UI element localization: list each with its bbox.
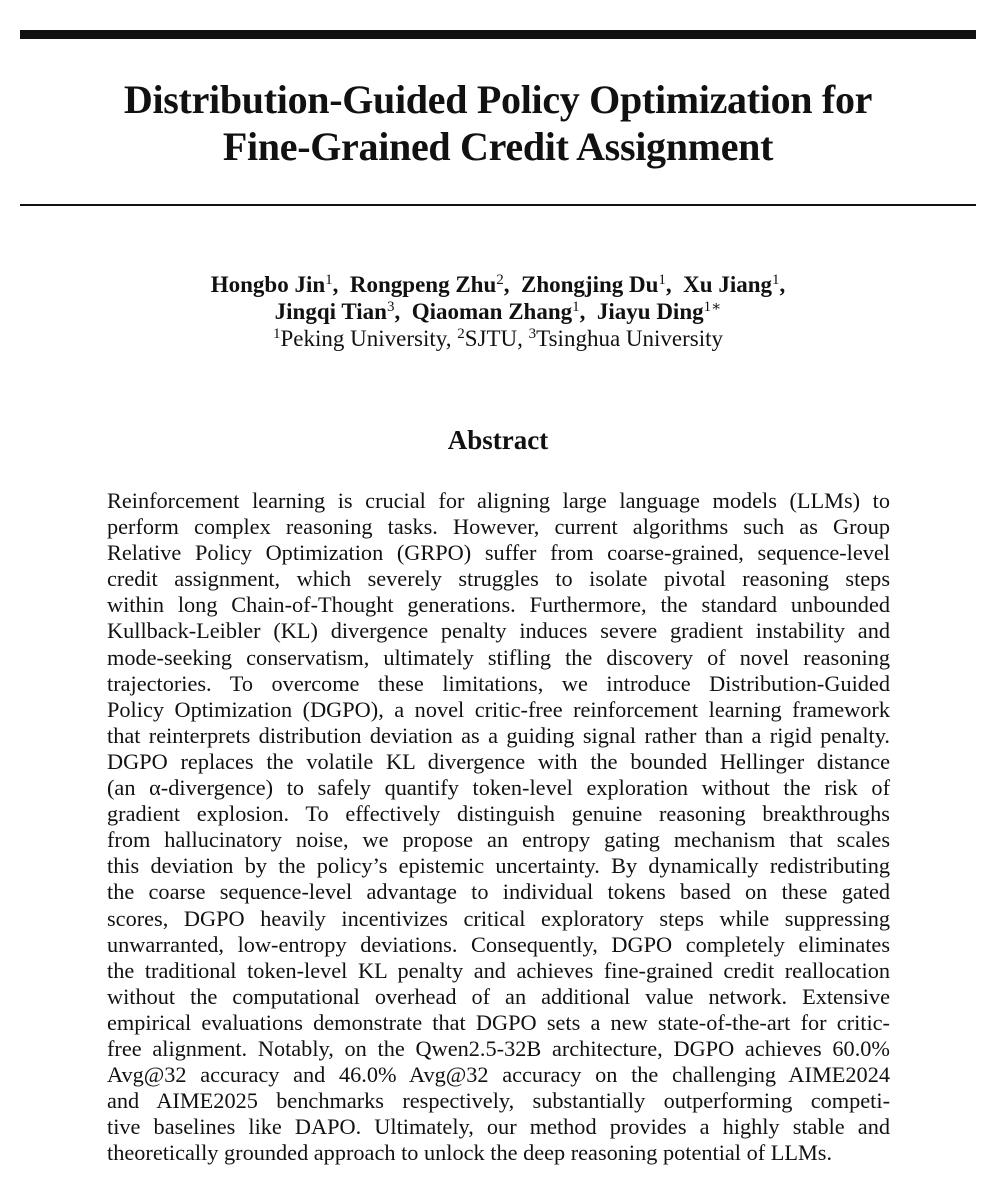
- affiliations: $^1$Peking University, $^2$SJTU, $^3$Tsinghua University: [273, 326, 723, 351]
- title-line: Distribution-Guided Policy Optimization for: [123, 77, 873, 122]
- author-name: Hongbo Jin$^1$: [210, 272, 333, 297]
- title-line: Fine-Grained Credit Assignment: [222, 124, 774, 169]
- abstract-line: unwarranted, low-entropy deviations. Consequently, DGPO completely eliminates: [107, 931, 890, 957]
- abstract-line: without the computational overhead of an additional value network. Extensive: [107, 983, 890, 1009]
- author-name: Jiayu Ding$^{1∗}$: [596, 299, 722, 324]
- abstract-line: credit assignment, which severely struggles to isolate pivotal reasoning steps: [107, 566, 890, 592]
- abstract-line: the coarse sequence-level advantage to individual tokens based on these gated: [107, 879, 890, 905]
- author-affiliation-mark: 1: [572, 299, 580, 315]
- paper-title: [20, 76, 976, 170]
- abstract-line: Reinforcement learning is crucial for aligning large language models (LLMs) to: [107, 488, 890, 513]
- author-affiliation-mark: 1: [325, 272, 333, 288]
- abstract-line: free alignment. Notably, on the Qwen2.5-32B architecture, DGPO achieves 60.0%: [107, 1035, 890, 1061]
- abstract-line: Policy Optimization (DGPO), a novel critic-free reinforcement learning framework: [107, 696, 890, 722]
- affiliation-mark: 2: [457, 326, 465, 342]
- abstract-line: theoretically grounded approach to unlock the deep reasoning potential of LLMs.: [107, 1140, 833, 1166]
- affiliation-name: Peking University: [280, 326, 446, 351]
- abstract-line: perform complex reasoning tasks. However, current algorithms such as Group: [107, 514, 890, 540]
- top-rule: [20, 30, 976, 39]
- author-line: Jingqi Tian$^3$, Qiaoman Zhang$^1$, Jiayu Ding$^{1∗}$: [274, 299, 722, 324]
- abstract-line: the traditional token-level KL penalty and achieves fine-grained credit reallocation: [107, 957, 890, 983]
- author-name: Jingqi Tian$^3$: [274, 299, 395, 324]
- abstract-line: this deviation by the policy’s epistemic uncertainty. By dynamically redistributing: [107, 853, 890, 879]
- abstract-line: DGPO replaces the volatile KL divergence with the bounded Hellinger distance: [107, 748, 890, 774]
- author-name: Xu Jiang$^1$: [683, 272, 780, 297]
- abstract-line: empirical evaluations demonstrate that DGPO sets a new state-of-the-art for critic-: [107, 1009, 890, 1035]
- abstract-line: within long Chain-of-Thought generations. Furthermore, the standard unbounded: [107, 592, 890, 618]
- author-block: [20, 271, 976, 352]
- title-bottom-rule: [20, 204, 976, 206]
- abstract-line: Avg@32 accuracy and 46.0% Avg@32 accuracy on the challenging AIME2024: [107, 1062, 890, 1088]
- abstract-body: [107, 488, 890, 1166]
- affiliation-name: Tsinghua University: [536, 326, 723, 351]
- author-line: Hongbo Jin$^1$, Rongpeng Zhu$^2$, Zhongjing Du$^1$, Xu Jiang$^1$,: [210, 272, 786, 297]
- abstract-line: that reinterprets distribution deviation as a guiding signal rather than a rigid penalty.: [107, 722, 890, 748]
- author-affiliation-mark: 1: [658, 272, 666, 288]
- abstract-line: Relative Policy Optimization (GRPO) suffer from coarse-grained, sequence-level: [107, 540, 890, 566]
- author-affiliation-mark: 2: [496, 272, 504, 288]
- abstract-heading: Abstract: [447, 425, 549, 455]
- abstract-line: trajectories. To overcome these limitations, we introduce Distribution-Guided: [107, 670, 890, 696]
- author-affiliation-mark: 3: [386, 299, 395, 315]
- author-name: Qiaoman Zhang$^1$: [411, 299, 580, 324]
- author-affiliation-mark: 1: [772, 272, 780, 288]
- abstract-line: gradient explosion. To effectively distinguish genuine reasoning breakthroughs: [107, 801, 890, 827]
- abstract-line: scores, DGPO heavily incentivizes critical exploratory steps while suppressing: [107, 905, 890, 931]
- abstract-line: (an α-divergence) to safely quantify token-level exploration without the risk of: [107, 775, 890, 801]
- abstract-line: Kullback-Leibler (KL) divergence penalty induces severe gradient instability and: [107, 618, 890, 644]
- affiliation-mark: 1: [273, 326, 281, 342]
- author-name: Rongpeng Zhu$^2$: [349, 272, 504, 297]
- author-name: Zhongjing Du$^1$: [521, 272, 666, 297]
- author-affiliation-mark: 1∗: [703, 299, 722, 315]
- affiliation-mark: 3: [528, 326, 537, 342]
- abstract-line: mode-seeking conservatism, ultimately stifling the discovery of novel reasoning: [107, 644, 890, 670]
- abstract-line: from hallucinatory noise, we propose an entropy gating mechanism that scales: [107, 827, 890, 853]
- affiliation-name: SJTU: [464, 326, 518, 351]
- abstract-line: tive baselines like DAPO. Ultimately, our method provides a highly stable and: [107, 1114, 890, 1140]
- abstract-line: and AIME2025 benchmarks respectively, substantially outperforming competi-: [107, 1088, 890, 1114]
